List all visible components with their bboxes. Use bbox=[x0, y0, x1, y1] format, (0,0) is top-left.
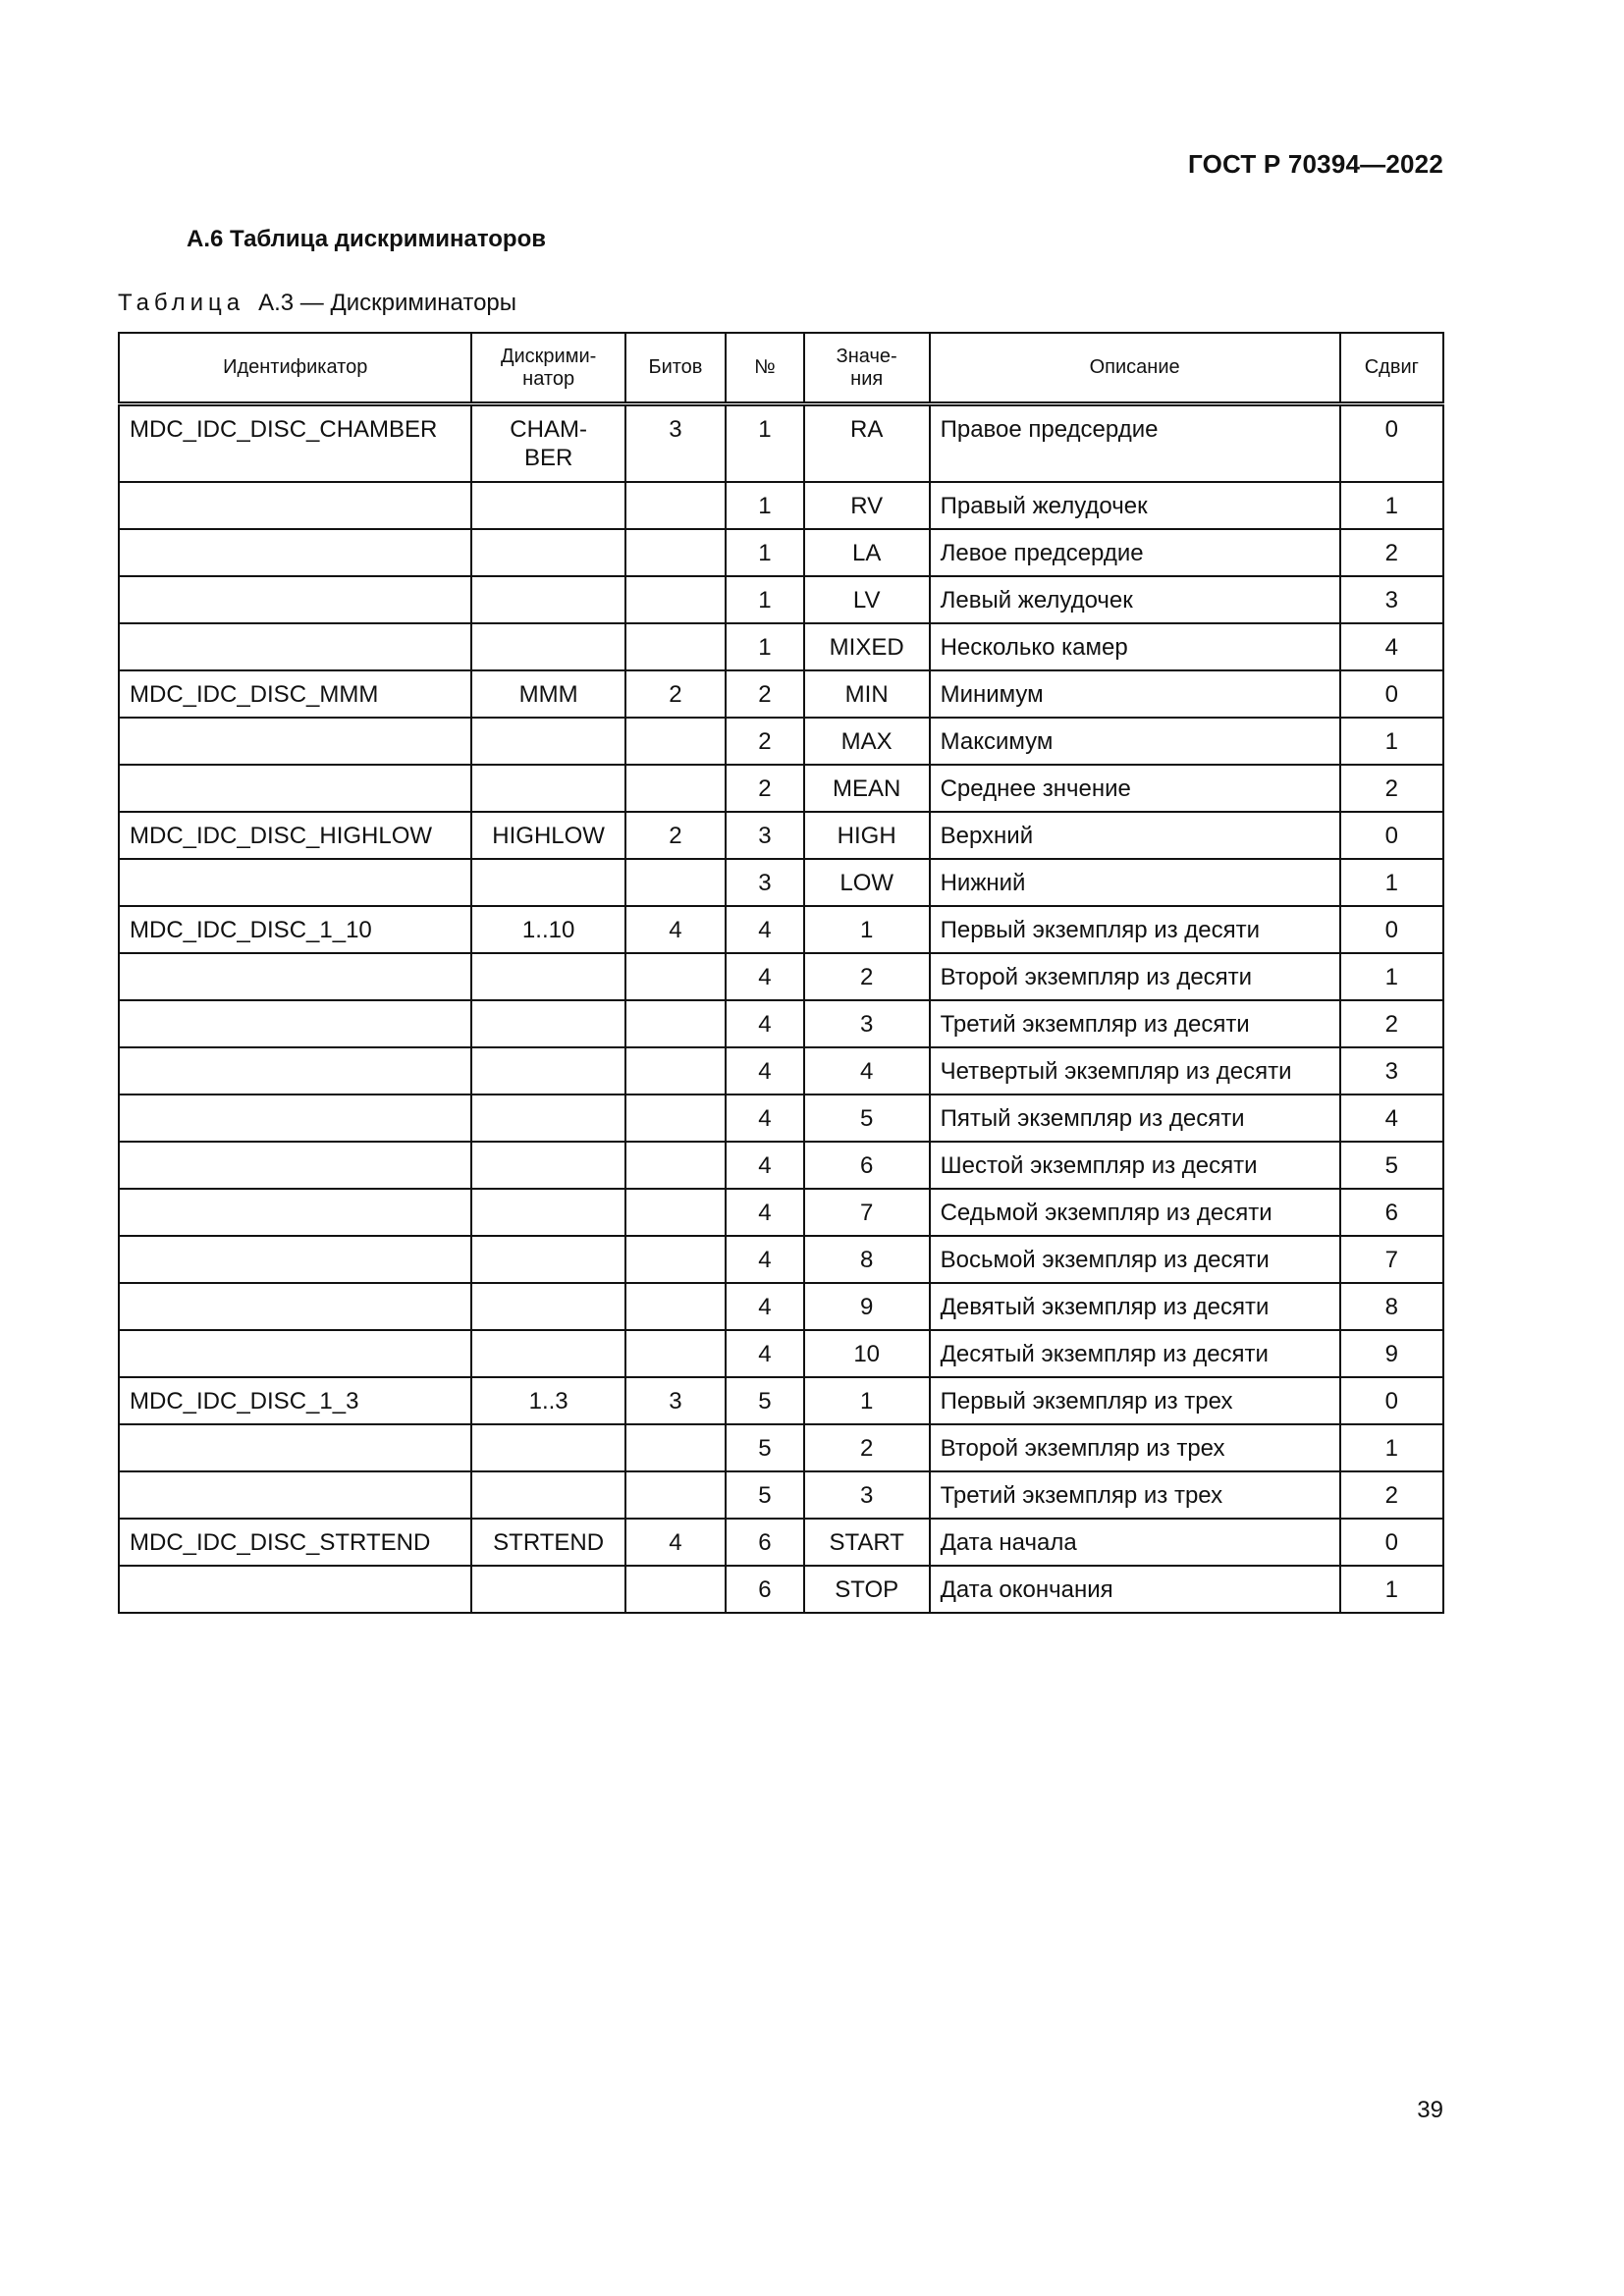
cell-identifier bbox=[119, 765, 471, 812]
table-row bbox=[119, 1236, 1443, 1283]
cell-value: 2 bbox=[804, 1424, 930, 1471]
cell-value: 8 bbox=[804, 1236, 930, 1283]
cell-number: 4 bbox=[726, 906, 804, 953]
cell-number: 2 bbox=[726, 765, 804, 812]
cell-identifier bbox=[119, 953, 471, 1000]
cell-identifier bbox=[119, 576, 471, 623]
cell-value: 3 bbox=[804, 1471, 930, 1519]
table-row bbox=[119, 953, 1443, 1000]
column-header-bits: Битов bbox=[625, 333, 726, 404]
cell-description: Седьмой экземпляр из десяти bbox=[930, 1189, 1340, 1236]
cell-shift: 5 bbox=[1340, 1142, 1443, 1189]
cell-discriminator bbox=[471, 1330, 624, 1377]
cell-value: 10 bbox=[804, 1330, 930, 1377]
cell-discriminator bbox=[471, 1566, 624, 1613]
cell-value: 1 bbox=[804, 906, 930, 953]
cell-discriminator: MMM bbox=[471, 670, 624, 718]
column-header-identifier: Идентификатор bbox=[119, 333, 471, 404]
cell-discriminator bbox=[471, 1142, 624, 1189]
cell-description: Среднее знчение bbox=[930, 765, 1340, 812]
cell-discriminator: 1..3 bbox=[471, 1377, 624, 1424]
cell-number: 2 bbox=[726, 670, 804, 718]
column-header-number: № bbox=[726, 333, 804, 404]
cell-description: Третий экземпляр из десяти bbox=[930, 1000, 1340, 1047]
cell-identifier bbox=[119, 529, 471, 576]
cell-identifier bbox=[119, 1189, 471, 1236]
table-row bbox=[119, 576, 1443, 623]
cell-value: 5 bbox=[804, 1095, 930, 1142]
cell-value: LOW bbox=[804, 859, 930, 906]
cell-shift: 8 bbox=[1340, 1283, 1443, 1330]
cell-shift: 2 bbox=[1340, 765, 1443, 812]
cell-value: MEAN bbox=[804, 765, 930, 812]
cell-discriminator: STRTEND bbox=[471, 1519, 624, 1566]
cell-bits bbox=[625, 1424, 726, 1471]
cell-identifier bbox=[119, 1471, 471, 1519]
cell-shift: 3 bbox=[1340, 1047, 1443, 1095]
cell-bits bbox=[625, 482, 726, 529]
cell-value: 4 bbox=[804, 1047, 930, 1095]
cell-value: 6 bbox=[804, 1142, 930, 1189]
cell-shift: 1 bbox=[1340, 718, 1443, 765]
table-row bbox=[119, 1095, 1443, 1142]
table-header-row bbox=[119, 333, 1443, 404]
cell-value: LV bbox=[804, 576, 930, 623]
cell-identifier bbox=[119, 1047, 471, 1095]
cell-shift: 1 bbox=[1340, 953, 1443, 1000]
cell-description: Восьмой экземпляр из десяти bbox=[930, 1236, 1340, 1283]
cell-discriminator bbox=[471, 1236, 624, 1283]
cell-shift: 1 bbox=[1340, 859, 1443, 906]
cell-discriminator: CHAM- BER bbox=[471, 404, 624, 482]
cell-identifier bbox=[119, 1000, 471, 1047]
table-row bbox=[119, 765, 1443, 812]
cell-bits bbox=[625, 623, 726, 670]
cell-identifier bbox=[119, 623, 471, 670]
cell-discriminator bbox=[471, 482, 624, 529]
column-header-values bbox=[804, 333, 930, 404]
column-header-description: Описание bbox=[930, 333, 1340, 404]
cell-description: Первый экземпляр из десяти bbox=[930, 906, 1340, 953]
cell-identifier: MDC_IDC_DISC_STRTEND bbox=[119, 1519, 471, 1566]
cell-bits bbox=[625, 1566, 726, 1613]
cell-description: Несколько камер bbox=[930, 623, 1340, 670]
cell-description: Пятый экземпляр из десяти bbox=[930, 1095, 1340, 1142]
cell-shift: 4 bbox=[1340, 623, 1443, 670]
cell-description: Нижний bbox=[930, 859, 1340, 906]
cell-number: 4 bbox=[726, 1236, 804, 1283]
cell-number: 1 bbox=[726, 576, 804, 623]
cell-number: 4 bbox=[726, 1189, 804, 1236]
table-caption-text: А.3 — Дискриминаторы bbox=[258, 290, 517, 316]
cell-discriminator: HIGHLOW bbox=[471, 812, 624, 859]
cell-identifier: MDC_IDC_DISC_CHAMBER bbox=[119, 404, 471, 482]
cell-identifier bbox=[119, 482, 471, 529]
cell-description: Минимум bbox=[930, 670, 1340, 718]
cell-number: 4 bbox=[726, 1095, 804, 1142]
cell-number: 5 bbox=[726, 1471, 804, 1519]
cell-shift: 2 bbox=[1340, 1000, 1443, 1047]
table-row bbox=[119, 1189, 1443, 1236]
cell-discriminator: 1..10 bbox=[471, 906, 624, 953]
table-row bbox=[119, 482, 1443, 529]
cell-number: 6 bbox=[726, 1566, 804, 1613]
column-header-values-line2: ния bbox=[850, 367, 884, 390]
cell-shift: 0 bbox=[1340, 906, 1443, 953]
cell-shift: 9 bbox=[1340, 1330, 1443, 1377]
cell-value: RA bbox=[804, 404, 930, 482]
table-row bbox=[119, 1424, 1443, 1471]
cell-bits bbox=[625, 1000, 726, 1047]
cell-discriminator bbox=[471, 1471, 624, 1519]
cell-bits bbox=[625, 1236, 726, 1283]
table-row bbox=[119, 906, 1443, 953]
cell-identifier bbox=[119, 1095, 471, 1142]
cell-number: 4 bbox=[726, 1047, 804, 1095]
cell-bits bbox=[625, 1142, 726, 1189]
cell-bits bbox=[625, 576, 726, 623]
cell-discriminator bbox=[471, 718, 624, 765]
cell-identifier: MDC_IDC_DISC_1_3 bbox=[119, 1377, 471, 1424]
cell-value: RV bbox=[804, 482, 930, 529]
column-header-discriminator-line2: натор bbox=[522, 367, 575, 390]
column-header-shift: Сдвиг bbox=[1340, 333, 1443, 404]
cell-discriminator bbox=[471, 765, 624, 812]
cell-bits: 3 bbox=[625, 1377, 726, 1424]
cell-number: 1 bbox=[726, 623, 804, 670]
cell-shift: 1 bbox=[1340, 1566, 1443, 1613]
cell-description: Дата окончания bbox=[930, 1566, 1340, 1613]
cell-number: 2 bbox=[726, 718, 804, 765]
cell-discriminator bbox=[471, 1424, 624, 1471]
cell-description: Правый желудочек bbox=[930, 482, 1340, 529]
cell-description: Верхний bbox=[930, 812, 1340, 859]
page-number: 39 bbox=[1417, 2097, 1443, 2123]
cell-identifier: MDC_IDC_DISC_MMM bbox=[119, 670, 471, 718]
cell-identifier bbox=[119, 1424, 471, 1471]
cell-number: 5 bbox=[726, 1424, 804, 1471]
cell-value: LA bbox=[804, 529, 930, 576]
table-row bbox=[119, 1000, 1443, 1047]
table-row bbox=[119, 1142, 1443, 1189]
cell-value: MIN bbox=[804, 670, 930, 718]
cell-value: START bbox=[804, 1519, 930, 1566]
cell-value: 1 bbox=[804, 1377, 930, 1424]
cell-description: Левое предсердие bbox=[930, 529, 1340, 576]
cell-discriminator bbox=[471, 1000, 624, 1047]
cell-number: 3 bbox=[726, 812, 804, 859]
table-row bbox=[119, 529, 1443, 576]
cell-number: 5 bbox=[726, 1377, 804, 1424]
cell-number: 1 bbox=[726, 529, 804, 576]
cell-value: 2 bbox=[804, 953, 930, 1000]
table-caption bbox=[118, 290, 516, 317]
cell-description: Правое предсердие bbox=[930, 404, 1340, 482]
table-row bbox=[119, 1471, 1443, 1519]
table-body bbox=[119, 404, 1443, 1613]
cell-shift: 2 bbox=[1340, 529, 1443, 576]
section-title: А.6 Таблица дискриминаторов bbox=[187, 226, 546, 252]
cell-value: HIGH bbox=[804, 812, 930, 859]
cell-shift: 0 bbox=[1340, 1377, 1443, 1424]
cell-description: Максимум bbox=[930, 718, 1340, 765]
cell-shift: 0 bbox=[1340, 670, 1443, 718]
cell-bits bbox=[625, 765, 726, 812]
cell-discriminator bbox=[471, 953, 624, 1000]
table-row bbox=[119, 859, 1443, 906]
cell-discriminator bbox=[471, 1283, 624, 1330]
cell-value: 7 bbox=[804, 1189, 930, 1236]
cell-number: 4 bbox=[726, 953, 804, 1000]
column-header-discriminator-line1: Дискрими- bbox=[500, 345, 597, 367]
table-row bbox=[119, 1566, 1443, 1613]
cell-bits bbox=[625, 859, 726, 906]
cell-description: Второй экземпляр из десяти bbox=[930, 953, 1340, 1000]
cell-discriminator bbox=[471, 1047, 624, 1095]
cell-discriminator bbox=[471, 576, 624, 623]
cell-value: STOP bbox=[804, 1566, 930, 1613]
cell-value: MAX bbox=[804, 718, 930, 765]
cell-identifier bbox=[119, 718, 471, 765]
cell-shift: 0 bbox=[1340, 812, 1443, 859]
document-code: ГОСТ Р 70394—2022 bbox=[1188, 149, 1443, 179]
cell-number: 4 bbox=[726, 1283, 804, 1330]
table-row bbox=[119, 1283, 1443, 1330]
table-row bbox=[119, 623, 1443, 670]
table-row bbox=[119, 1330, 1443, 1377]
cell-discriminator bbox=[471, 623, 624, 670]
column-header-values-line1: Значе- bbox=[836, 345, 897, 367]
table-caption-word: Таблица bbox=[118, 290, 245, 316]
cell-identifier: MDC_IDC_DISC_HIGHLOW bbox=[119, 812, 471, 859]
cell-number: 3 bbox=[726, 859, 804, 906]
table-row bbox=[119, 1377, 1443, 1424]
cell-shift: 3 bbox=[1340, 576, 1443, 623]
cell-identifier bbox=[119, 1283, 471, 1330]
cell-bits: 4 bbox=[625, 1519, 726, 1566]
cell-description: Десятый экземпляр из десяти bbox=[930, 1330, 1340, 1377]
cell-bits bbox=[625, 953, 726, 1000]
cell-identifier bbox=[119, 859, 471, 906]
cell-description: Второй экземпляр из трех bbox=[930, 1424, 1340, 1471]
cell-identifier bbox=[119, 1566, 471, 1613]
cell-number: 4 bbox=[726, 1142, 804, 1189]
cell-value: 3 bbox=[804, 1000, 930, 1047]
cell-bits bbox=[625, 718, 726, 765]
cell-bits: 2 bbox=[625, 670, 726, 718]
cell-number: 1 bbox=[726, 482, 804, 529]
cell-value: MIXED bbox=[804, 623, 930, 670]
cell-identifier bbox=[119, 1330, 471, 1377]
column-header-discriminator bbox=[471, 333, 624, 404]
cell-bits: 3 bbox=[625, 404, 726, 482]
cell-discriminator bbox=[471, 529, 624, 576]
cell-shift: 1 bbox=[1340, 1424, 1443, 1471]
table-row bbox=[119, 812, 1443, 859]
cell-bits bbox=[625, 1330, 726, 1377]
cell-shift: 7 bbox=[1340, 1236, 1443, 1283]
cell-description: Левый желудочек bbox=[930, 576, 1340, 623]
cell-bits bbox=[625, 1095, 726, 1142]
cell-discriminator bbox=[471, 1189, 624, 1236]
cell-description: Шестой экземпляр из десяти bbox=[930, 1142, 1340, 1189]
cell-description: Третий экземпляр из трех bbox=[930, 1471, 1340, 1519]
cell-bits bbox=[625, 1283, 726, 1330]
cell-shift: 0 bbox=[1340, 1519, 1443, 1566]
table-row bbox=[119, 670, 1443, 718]
cell-description: Девятый экземпляр из десяти bbox=[930, 1283, 1340, 1330]
cell-shift: 1 bbox=[1340, 482, 1443, 529]
cell-number: 4 bbox=[726, 1000, 804, 1047]
cell-bits bbox=[625, 529, 726, 576]
cell-number: 4 bbox=[726, 1330, 804, 1377]
cell-identifier bbox=[119, 1236, 471, 1283]
cell-shift: 4 bbox=[1340, 1095, 1443, 1142]
table-row bbox=[119, 718, 1443, 765]
cell-identifier: MDC_IDC_DISC_1_10 bbox=[119, 906, 471, 953]
cell-description: Дата начала bbox=[930, 1519, 1340, 1566]
cell-shift: 0 bbox=[1340, 404, 1443, 482]
cell-discriminator bbox=[471, 1095, 624, 1142]
cell-bits bbox=[625, 1471, 726, 1519]
cell-bits bbox=[625, 1047, 726, 1095]
cell-number: 1 bbox=[726, 404, 804, 482]
cell-value: 9 bbox=[804, 1283, 930, 1330]
cell-bits bbox=[625, 1189, 726, 1236]
cell-discriminator bbox=[471, 859, 624, 906]
cell-shift: 6 bbox=[1340, 1189, 1443, 1236]
table-row bbox=[119, 1047, 1443, 1095]
table-row bbox=[119, 1519, 1443, 1566]
table-row bbox=[119, 404, 1443, 482]
cell-bits: 4 bbox=[625, 906, 726, 953]
cell-shift: 2 bbox=[1340, 1471, 1443, 1519]
cell-bits: 2 bbox=[625, 812, 726, 859]
cell-number: 6 bbox=[726, 1519, 804, 1566]
cell-description: Четвертый экземпляр из десяти bbox=[930, 1047, 1340, 1095]
cell-identifier bbox=[119, 1142, 471, 1189]
cell-description: Первый экземпляр из трех bbox=[930, 1377, 1340, 1424]
discriminators-table bbox=[118, 332, 1444, 1614]
